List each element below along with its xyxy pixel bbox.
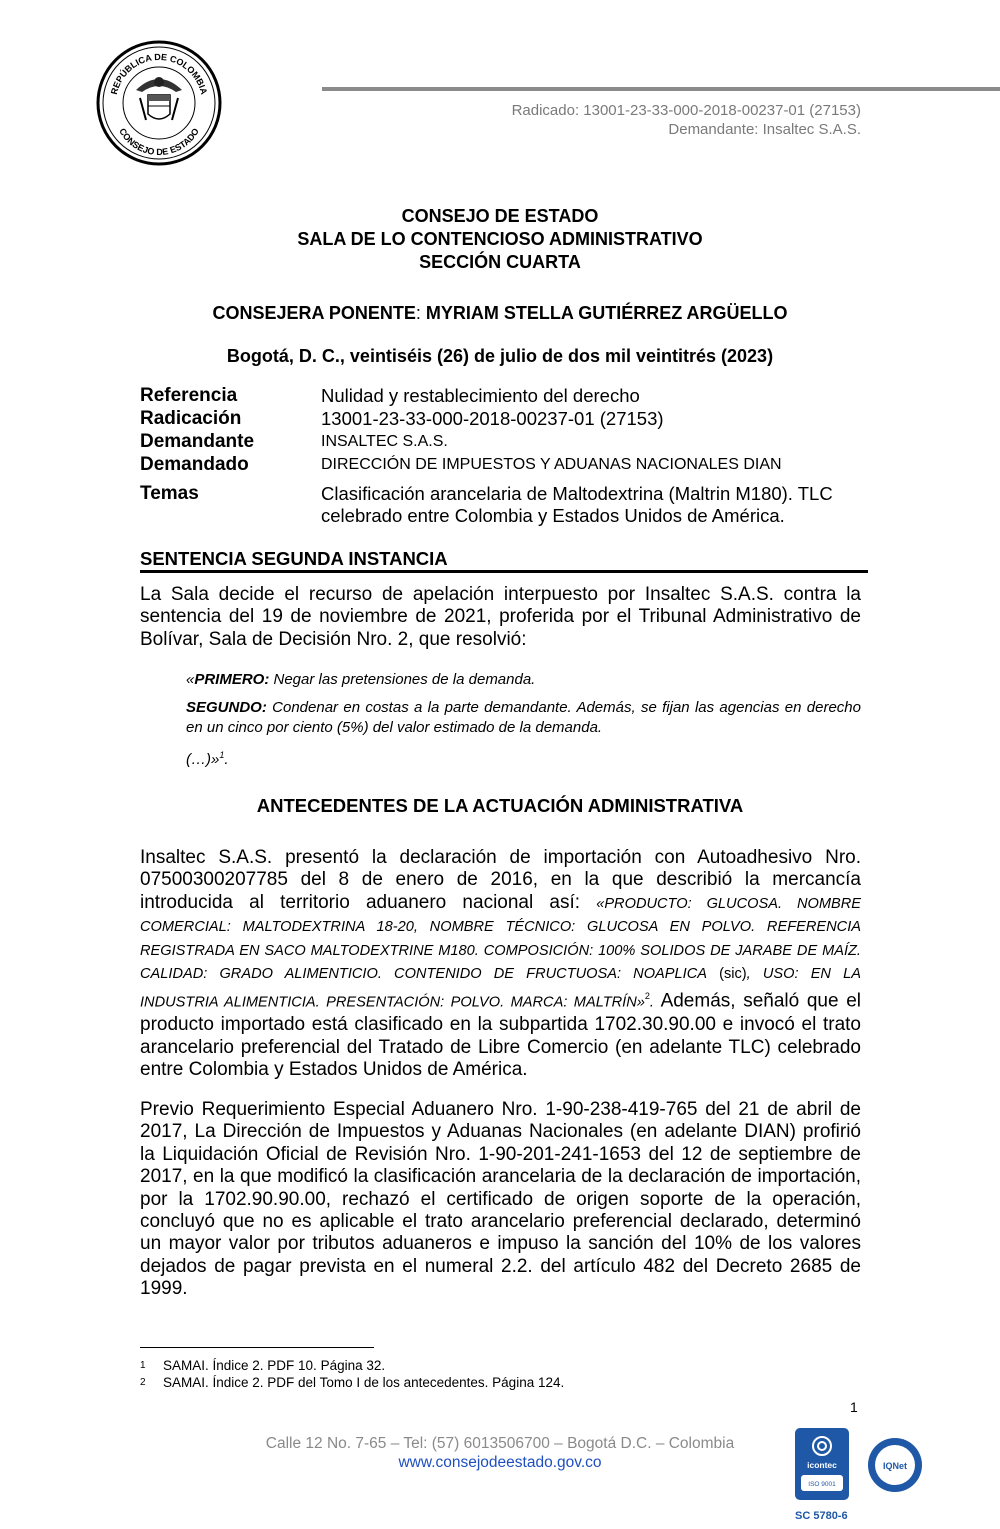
- para1-text-f: Además, señaló que el producto importado está clasificado en la subpartida 1702.30.90.00 e invocó el trato arancelario preferencial del Tratado de Libre Comercio (en adelante TLC) celebrado entre Colombia y Estados Unidos de América.: [140, 990, 861, 1080]
- ref-label: Referencia: [140, 385, 238, 406]
- footer-address: Calle 12 No. 7-65 – Tel: (57) 6013506700 – Bogotá D.C. – Colombia: [265, 1435, 735, 1452]
- para1-text-a: Insaltec S.A.S. presentó la declaración de importación con Autoadhesivo Nro. 07500300207785 del 8 de enero de 2016, en la que describió la mercancía introducida al territorio aduanero nacional así:: [140, 847, 861, 913]
- footnote-ref: 2: [644, 991, 650, 1002]
- ref-label: Temas: [140, 483, 199, 504]
- quote-open: «: [186, 671, 195, 688]
- ref-value: DIRECCIÓN DE IMPUESTOS Y ADUANAS NACIONALES DIAN: [321, 456, 782, 473]
- header-demandante: Demandante: Insaltec S.A.S.: [668, 121, 861, 138]
- paragraph-1: [140, 847, 861, 1081]
- ref-label: Radicación: [140, 408, 242, 429]
- consejo-de-estado-seal: [96, 40, 222, 166]
- title-line2: SALA DE LO CONTENCIOSO ADMINISTRATIVO: [297, 229, 703, 249]
- ponente-line: [0, 302, 1000, 325]
- title-line3: SECCIÓN CUARTA: [419, 252, 581, 272]
- header-radicado: Radicado: 13001-23-33-000-2018-00237-01 (27153): [511, 102, 861, 119]
- quote-segundo-text: Condenar en costas a la parte demandante. Además, se fijan las agencias en derecho en un cinco por ciento (5%) del valor estimado de la demanda.: [186, 699, 861, 736]
- ponente-separator: :: [415, 303, 421, 323]
- para1-quote-cont: , USO: EN LA INDUSTRIA ALIMENTICIA. PRESENTACIÓN: POLVO. MARCA: MALTRÍN»: [140, 966, 861, 1011]
- ref-label: Demandante: [140, 431, 255, 452]
- antecedentes-title: ANTECEDENTES DE LA ACTUACIÓN ADMINISTRATIVA: [256, 795, 744, 816]
- ref-label: Demandado: [140, 454, 249, 475]
- para1-quote: «PRODUCTO: GLUCOSA. NOMBRE COMERCIAL: MALTODEXTRINA 18-20, NOMBRE TÉCNICO: GLUCOSA EN POLVO. REFERENCIA REGISTRADA EN SACO MALTODEXTRINE M180. COMPOSICIÓN: 100% SOLIDOS DE JARABE DE MAÍZ. CALIDAD: GRADO ALIMENTICIO. CONTENIDO DE FRUCTUOSA: NOAPLICA: [140, 895, 862, 983]
- ref-value: INSALTEC S.A.S.: [321, 433, 448, 450]
- ref-value: Clasificación arancelaria de Maltodextrina (Maltrin M180). TLC celebrado entre Colombia y Estados Unidos de América.: [321, 483, 833, 526]
- footnote-number: 2: [140, 1377, 146, 1388]
- icontec-label: icontec: [807, 1460, 837, 1470]
- footnote-text: SAMAI. Índice 2. PDF del Tomo I de los antecedentes. Página 124.: [163, 1375, 565, 1390]
- footer-website-link[interactable]: www.consejodeestado.gov.co: [398, 1454, 602, 1471]
- icontec-certification-logo: [795, 1428, 849, 1500]
- section-rule: [140, 570, 868, 573]
- footnote-text: SAMAI. Índice 2. PDF 10. Página 32.: [163, 1358, 386, 1373]
- footnote-ref: 1: [219, 750, 225, 760]
- intro-paragraph: La Sala decide el recurso de apelación interpuesto por Insaltec S.A.S. contra la sentencia del 19 de noviembre de 2021, proferida por el Tribunal Administrativo de Bolívar, Sala de Decisión Nro. 2, que resolvió:: [140, 584, 861, 650]
- iso-label: ISO 9001: [808, 1481, 836, 1488]
- ref-value: 13001-23-33-000-2018-00237-01 (27153): [321, 408, 664, 429]
- ref-value: Nulidad y restablecimiento del derecho: [321, 385, 640, 406]
- page-number: 1: [850, 1399, 858, 1415]
- quote-end: [186, 746, 861, 770]
- header-rule: [322, 87, 1000, 91]
- quote-segundo: [186, 698, 861, 737]
- quote-ellipsis: (…)»: [186, 751, 220, 768]
- quote-primero-label: PRIMERO:: [194, 671, 270, 688]
- footnote-rule: [140, 1347, 374, 1348]
- footnote: [140, 1358, 385, 1374]
- certification-code: SC 5780-6: [795, 1510, 848, 1522]
- paragraph-2: Previo Requerimiento Especial Aduanero Nro. 1-90-238-419-765 del 21 de abril de 2017, La Dirección de Impuestos y Aduanas Nacionales (en adelante DIAN) profirió la Liquidación Oficial de Revisión Nro. 1-90-201-241-1653 del 12 de septiembre de 2017, en la que modificó la clasificación arancelaria de la declaración de importación, por la 1702.90.90.00, rechazó el certificado de origen soporte de la operación, concluyó que no es aplicable el trato arancelario preferencial declarado, determinó un mayor valor por tributos aduaneros e impuso la sanción del 10% de los valores dejados de pagar prevista en el numeral 2.2. del artículo 482 del Decreto 2685 de 1999.: [140, 1099, 861, 1300]
- iqnet-label: IQNet: [882, 1461, 908, 1471]
- footnote: [140, 1375, 564, 1391]
- ponente-label: CONSEJERA PONENTE: [212, 303, 416, 323]
- quote-end-dot: .: [224, 751, 229, 768]
- para1-sic: (sic): [706, 966, 747, 983]
- seal-text-top: REPÚBLICA DE COLOMBIA: [108, 51, 210, 96]
- quote-segundo-label: SEGUNDO:: [186, 699, 267, 716]
- date-line: Bogotá, D. C., veintiséis (26) de julio de dos mil veintitrés (2023): [226, 346, 774, 366]
- quote-primero-text: Negar las pretensiones de la demanda.: [269, 671, 536, 688]
- quote-primero: [186, 670, 861, 690]
- seal-text-bottom: CONSEJO DE ESTADO: [117, 126, 201, 158]
- iqnet-certification-logo: [866, 1436, 924, 1494]
- sentencia-title: SENTENCIA SEGUNDA INSTANCIA: [140, 548, 448, 569]
- ponente-name: MYRIAM STELLA GUTIÉRREZ ARGÜELLO: [425, 303, 788, 323]
- para1-quote-end: .: [649, 994, 654, 1011]
- title-line1: CONSEJO DE ESTADO: [401, 206, 599, 226]
- footnote-number: 1: [140, 1360, 146, 1371]
